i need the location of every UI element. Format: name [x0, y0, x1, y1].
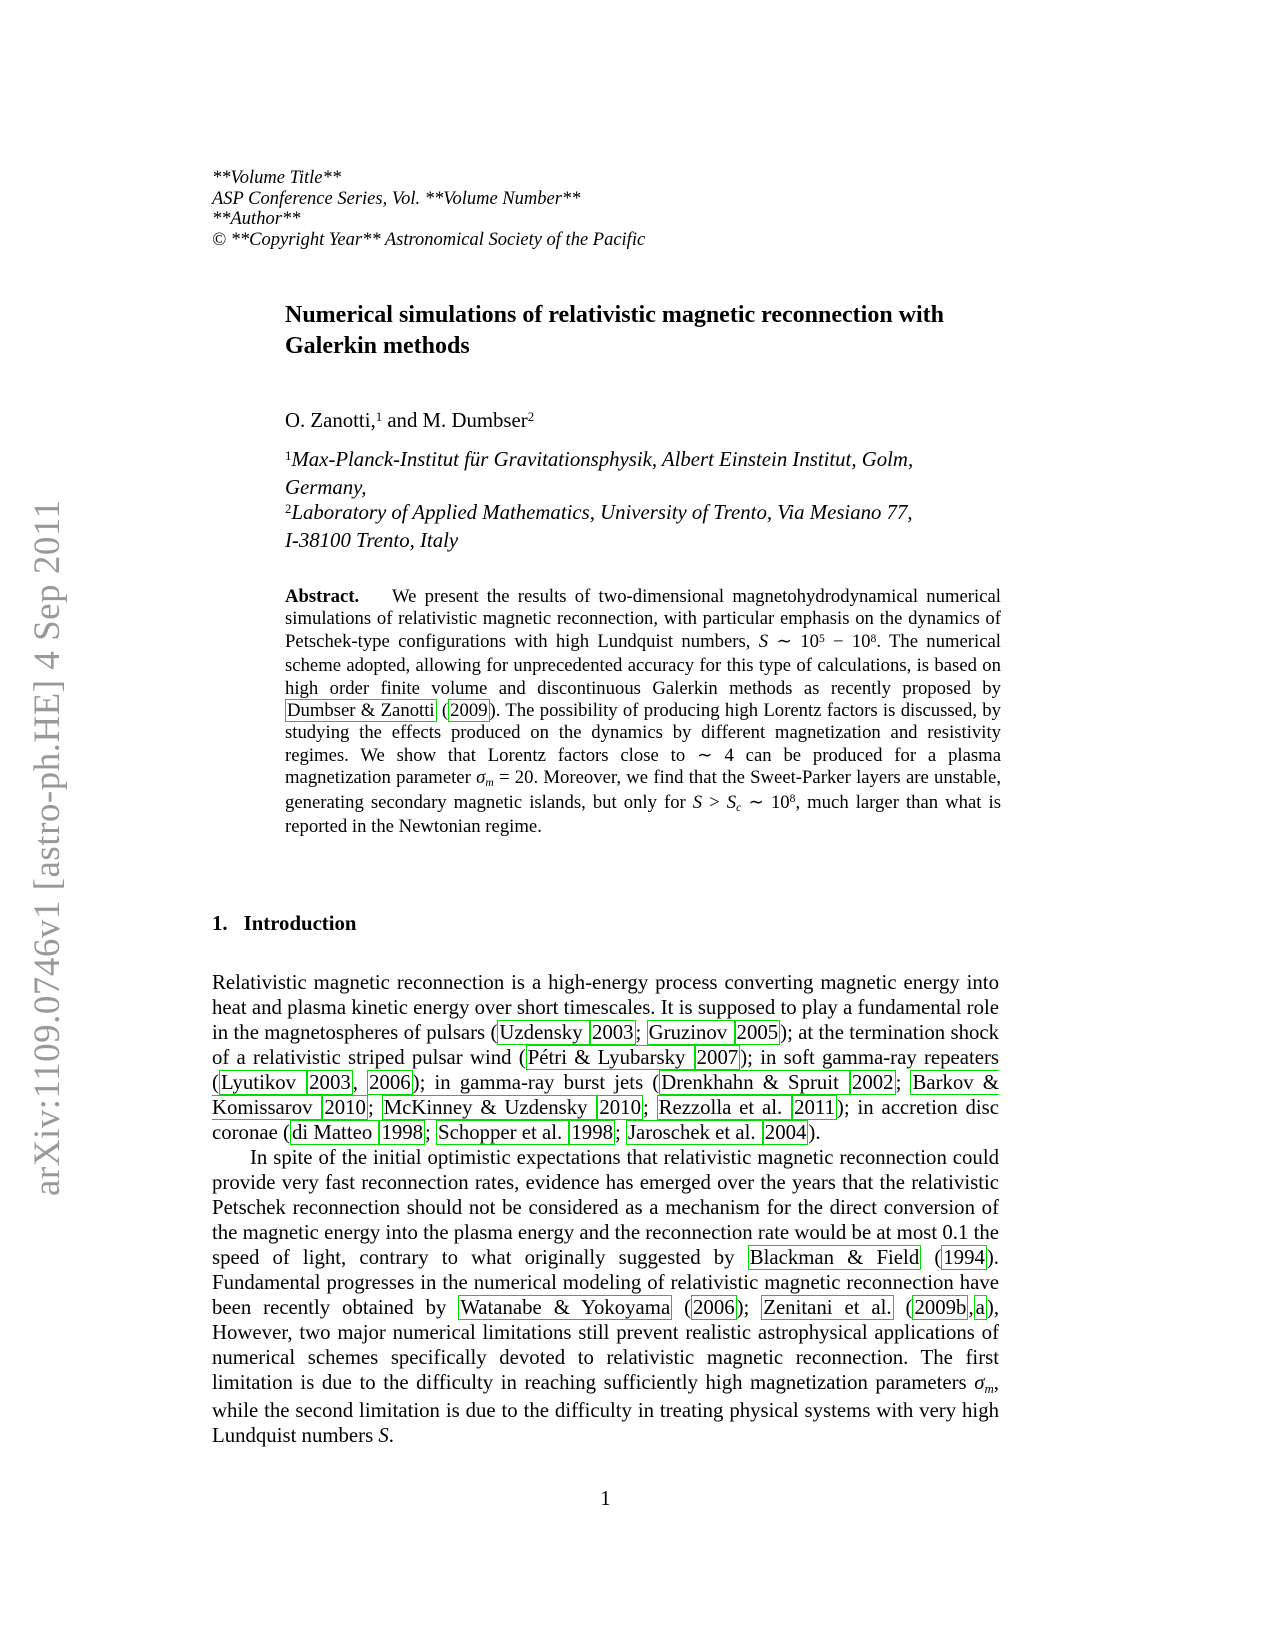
citation-link[interactable]: 1998 [571, 1121, 613, 1144]
citation-link[interactable]: 2006 [369, 1071, 411, 1094]
citation-link[interactable]: Drenkhahn & Spruit [661, 1071, 848, 1094]
citation-link[interactable]: Dumbser & Zanotti [287, 700, 435, 722]
citation-link[interactable]: Gruzinov [648, 1021, 733, 1044]
text-line: I-38100 Trento, Italy [285, 529, 459, 552]
citation-link[interactable]: McKinney & Uzdensky [383, 1096, 596, 1119]
text-line: © **Copyright Year** Astronomical Society of the Pacific [212, 229, 646, 250]
citation-link[interactable]: Schopper et al. [438, 1121, 568, 1144]
abstract: Abstract. We present the results of two-dimensional magnetohydrodynamical numerical simulations of relativistic magnetic reconnection, with particular emphasis on the dynamics of Petschek-type configurations with high Lundquist numbers, S ∼ $10^5 - 10^8$. The numerical scheme adopted, allowing for unprecedented accuracy for this type of calculations, is based on high order finite volume and discontinuous Galerkin methods as recently proposed by Dumbser & Zanotti ( 2009 ). The possibility of producing high Lorentz factors is discussed, by studying the effects produced on the dynamics by different magnetization and resistivity regimes. We show that Lorentz factors close to ∼ 4 can be produced for a plasma magnetization parameter σm = 20. Moreover, we find that the Sweet-Parker layers are unstable, generating secondary magnetic islands, but only for S > Sc ∼ $10^8$, much larger than what is reported in the Newtonian regime. [285, 586, 1001, 838]
arxiv-watermark-text: arXiv:1109.0746v1 [astro-ph.HE] 4 Sep 2011 [27, 499, 68, 1196]
citation-link[interactable]: 1998 [381, 1121, 424, 1144]
citation-link[interactable]: 2010 [324, 1096, 366, 1119]
text-line: Galerkin methods [285, 333, 470, 359]
citation-link[interactable]: Lyutikov [220, 1071, 306, 1094]
citation-link[interactable]: Blackman & Field [749, 1246, 920, 1269]
citation-link[interactable]: 1994 [943, 1246, 985, 1269]
text-line: ASP Conference Series, Vol. **Volume Number** [212, 188, 581, 209]
citation-link[interactable]: Jaroschek et al. [627, 1121, 761, 1144]
section-heading [212, 912, 356, 936]
citation-link[interactable]: Uzdensky [499, 1021, 588, 1044]
paragraph-2: In spite of the initial optimistic expectations that relativistic magnetic reconnection could provide very fast reconnection rates, evidence has emerged over the years that the relativistic Petschek reconnection should not be considered as a mechanism for the direct conversion of the magnetic energy into the plasma energy and the reconnection rate would be at most 0.1 the speed of light, contrary to what originally suggested by Blackman & Field (1994). Fundamental progresses in the numerical modeling of relativistic magnetic reconnection have been recently obtained by Watanabe & Yokoyama (2006); Zenitani et al. (2009b,a), However, two major numerical limitations still prevent realistic astrophysical applications of numerical schemes specifically devoted to relativistic magnetic reconnection. The first limitation is due to the difficulty in reaching sufficiently high magnetization parameters σm, while the second limitation is due to the difficulty in treating physical systems with very high Lundquist numbers S. [212, 1146, 1000, 1447]
citation-link[interactable]: 2009b [914, 1296, 967, 1319]
text-line: **Volume Title** [212, 168, 341, 188]
citation-link[interactable]: Pétri & Lyubarsky [527, 1046, 693, 1069]
authors-line: O. Zanotti,$^1$ and M. Dumbser$^2$ [285, 409, 535, 432]
arxiv-watermark [26, 500, 69, 1197]
paragraph-1: Relativistic magnetic reconnection is a high-energy process converting magnetic energy into heat and plasma kinetic energy over short timescales. It is supposed to play a fundamental role in the magnetospheres of pulsars (Uzdensky 2003; Gruzinov 2005); at the termination shock of a relativistic striped pulsar wind (Pétri & Lyubarsky 2007); in soft gamma-ray repeaters (Lyutikov 2003, 2006); in gamma-ray burst jets (Drenkhahn & Spruit 2002; Barkov & Komissarov 2010; McKinney & Uzdensky 2010; Rezzolla et al. 2011); in accretion disc coronae (di Matteo 1998; Schopper et al. 1998; Jaroschek et al. 2004). [212, 971, 999, 1144]
citation-link[interactable]: a [975, 1296, 985, 1319]
citation-link[interactable]: Barkov & Komissarov [212, 1071, 999, 1119]
text-line: Numerical simulations of relativistic magnetic reconnection with [285, 302, 945, 328]
citation-link[interactable]: 2004 [764, 1121, 807, 1144]
section-title: Introduction [243, 912, 357, 935]
page-number: 1 [600, 1487, 611, 1510]
text-line: **Author** [212, 209, 301, 229]
citation-link[interactable]: di Matteo [291, 1121, 378, 1144]
section-number: 1. [212, 912, 228, 935]
citation-link[interactable]: 2010 [599, 1096, 641, 1119]
citation-link[interactable]: 2009 [450, 700, 488, 722]
citation-link[interactable]: Watanabe & Yokoyama [460, 1296, 671, 1319]
citation-link[interactable]: 2007 [696, 1046, 739, 1069]
affiliations [285, 447, 1005, 553]
citation-link[interactable]: 2006 [693, 1296, 735, 1319]
citation-link[interactable]: Zenitani et al. [763, 1296, 892, 1319]
text-line: Germany, [285, 476, 367, 499]
citation-link[interactable]: 2003 [591, 1021, 634, 1044]
body-text [212, 970, 999, 1448]
text-line: $^2$Laboratory of Applied Mathematics, University of Trento, Via Mesiano 77, [285, 501, 913, 524]
citation-link[interactable]: 2005 [736, 1021, 779, 1044]
citation-link[interactable]: 2003 [309, 1071, 351, 1094]
citation-link[interactable]: 2002 [851, 1071, 894, 1094]
paper-title [285, 300, 1005, 362]
citation-link[interactable]: Rezzolla et al. [658, 1096, 791, 1119]
text-line: $^1$Max-Planck-Institut für Gravitationsphysik, Albert Einstein Institut, Golm, [285, 448, 914, 471]
citation-link[interactable]: 2011 [794, 1096, 835, 1119]
volume-header [212, 168, 645, 250]
